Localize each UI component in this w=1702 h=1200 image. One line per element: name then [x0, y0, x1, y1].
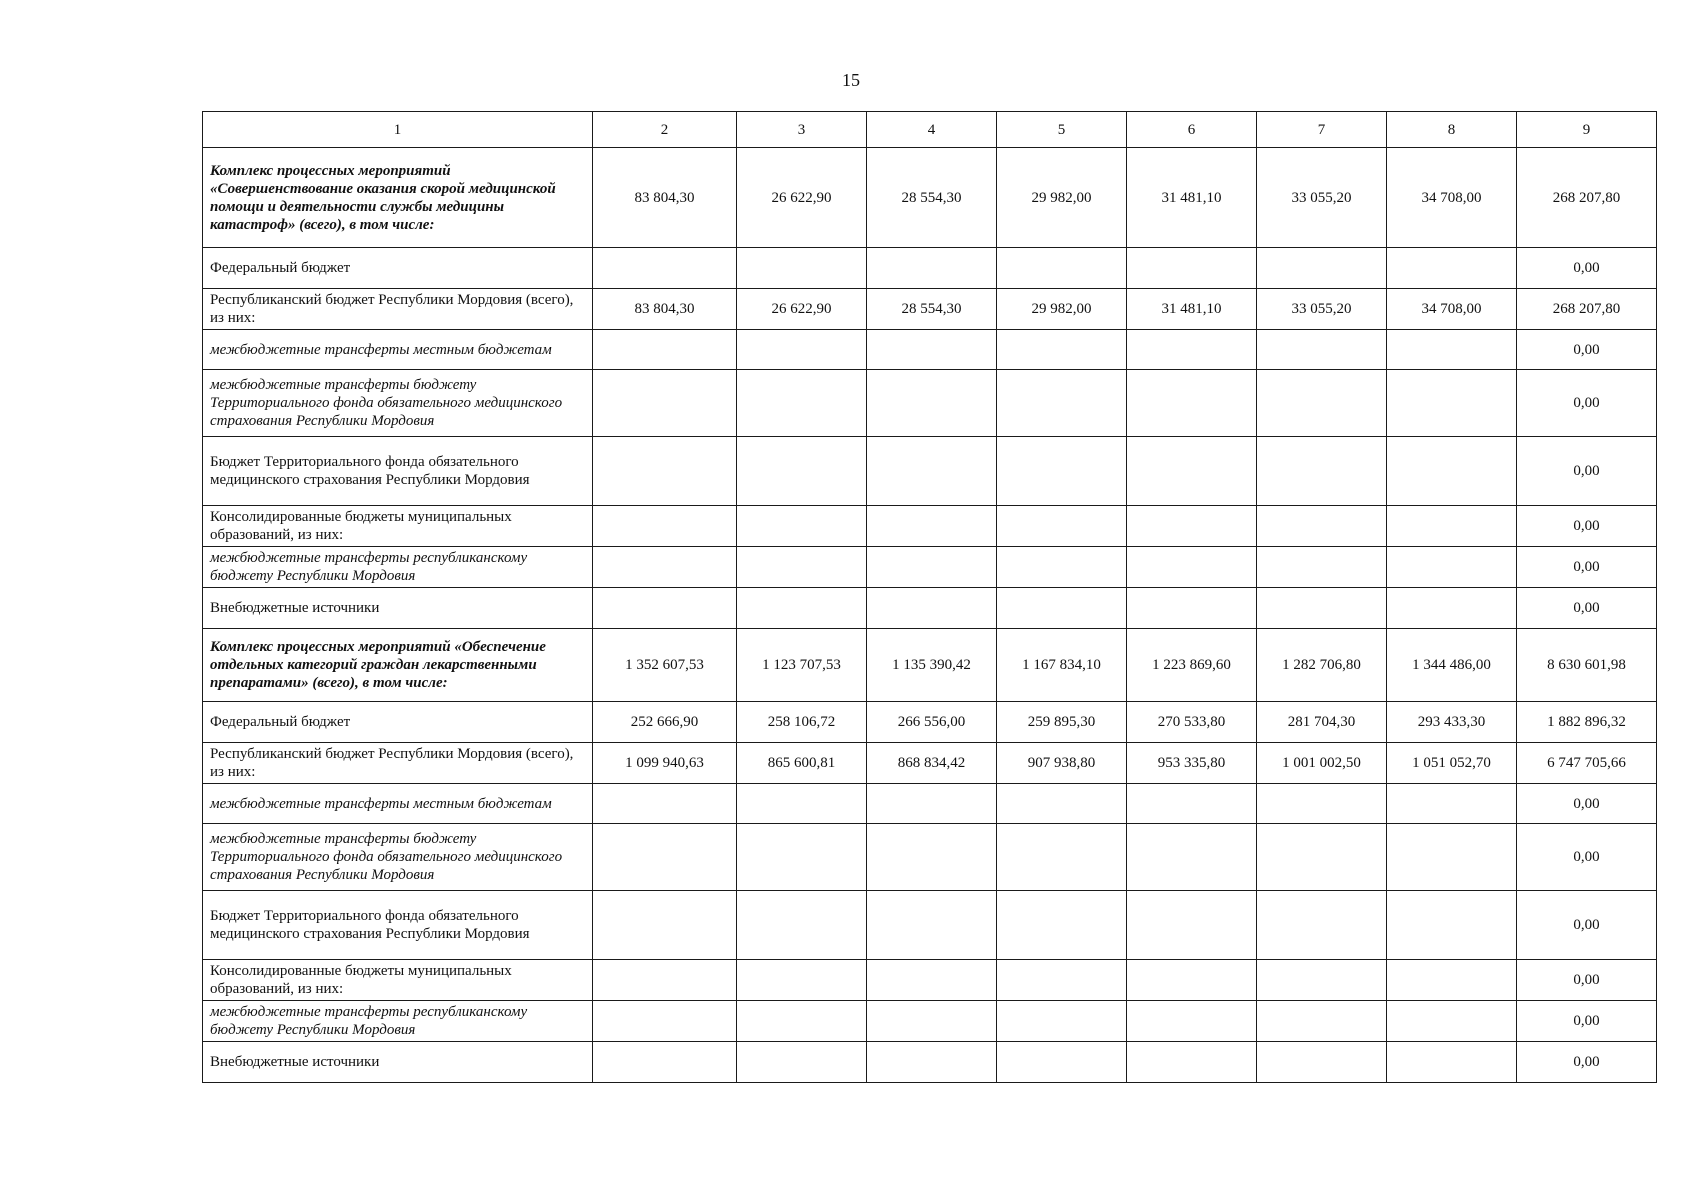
value-cell: [867, 1001, 997, 1042]
value-cell: [737, 824, 867, 891]
value-cell: [593, 370, 737, 437]
value-cell: [997, 1042, 1127, 1083]
value-cell: 1 344 486,00: [1387, 629, 1517, 702]
total-cell: 8 630 601,98: [1517, 629, 1657, 702]
table-row: [203, 148, 1657, 248]
value-cell: [1387, 248, 1517, 289]
table-row: [203, 330, 1657, 370]
header-cell: 2: [593, 112, 737, 148]
value-cell: [1387, 1001, 1517, 1042]
total-cell: 0,00: [1517, 370, 1657, 437]
value-cell: [1127, 588, 1257, 629]
row-label: межбюджетные трансферты местным бюджетам: [203, 330, 593, 370]
value-cell: [867, 588, 997, 629]
value-cell: [997, 248, 1127, 289]
value-cell: 31 481,10: [1127, 289, 1257, 330]
value-cell: [1257, 784, 1387, 824]
value-cell: [737, 588, 867, 629]
value-cell: [867, 248, 997, 289]
row-label: Консолидированные бюджеты муниципальных образований, из них:: [203, 960, 593, 1001]
value-cell: 281 704,30: [1257, 702, 1387, 743]
row-label: межбюджетные трансферты местным бюджетам: [203, 784, 593, 824]
value-cell: 33 055,20: [1257, 148, 1387, 248]
row-label: Внебюджетные источники: [203, 588, 593, 629]
value-cell: [737, 370, 867, 437]
value-cell: [593, 891, 737, 960]
value-cell: 270 533,80: [1127, 702, 1257, 743]
value-cell: [1257, 248, 1387, 289]
value-cell: 28 554,30: [867, 289, 997, 330]
value-cell: [593, 1001, 737, 1042]
value-cell: [1127, 960, 1257, 1001]
total-cell: 268 207,80: [1517, 148, 1657, 248]
total-cell: 0,00: [1517, 437, 1657, 506]
value-cell: [1387, 506, 1517, 547]
value-cell: [997, 891, 1127, 960]
value-cell: [1257, 437, 1387, 506]
total-cell: 0,00: [1517, 891, 1657, 960]
value-cell: 865 600,81: [737, 743, 867, 784]
table-row: [203, 506, 1657, 547]
value-cell: [867, 1042, 997, 1083]
value-cell: [1387, 891, 1517, 960]
table-row: [203, 248, 1657, 289]
value-cell: [997, 784, 1127, 824]
table-row: [203, 891, 1657, 960]
value-cell: [1387, 437, 1517, 506]
value-cell: [1257, 960, 1387, 1001]
value-cell: [1387, 960, 1517, 1001]
value-cell: [1387, 370, 1517, 437]
total-cell: 0,00: [1517, 506, 1657, 547]
value-cell: [737, 1042, 867, 1083]
value-cell: [1127, 1042, 1257, 1083]
value-cell: [867, 960, 997, 1001]
value-cell: [997, 547, 1127, 588]
value-cell: [593, 248, 737, 289]
value-cell: [1257, 1042, 1387, 1083]
row-label: межбюджетные трансферты бюджету Территориального фонда обязательного медицинского страхования Республики Мордовия: [203, 824, 593, 891]
value-cell: 29 982,00: [997, 148, 1127, 248]
row-label: Комплекс процессных мероприятий «Совершенствование оказания скорой медицинской помощи и деятельности службы медицины катастроф» (всего), в том числе:: [203, 148, 593, 248]
total-cell: 6 747 705,66: [1517, 743, 1657, 784]
value-cell: 83 804,30: [593, 289, 737, 330]
value-cell: 1 223 869,60: [1127, 629, 1257, 702]
value-cell: [997, 370, 1127, 437]
row-label: Комплекс процессных мероприятий «Обеспечение отдельных категорий граждан лекарственными препаратами» (всего), в том числе:: [203, 629, 593, 702]
total-cell: 1 882 896,32: [1517, 702, 1657, 743]
total-cell: 0,00: [1517, 824, 1657, 891]
table-row: [203, 784, 1657, 824]
value-cell: [593, 960, 737, 1001]
value-cell: [1257, 330, 1387, 370]
value-cell: [1387, 1042, 1517, 1083]
value-cell: [737, 547, 867, 588]
value-cell: [1387, 547, 1517, 588]
value-cell: 1 051 052,70: [1387, 743, 1517, 784]
value-cell: [1127, 370, 1257, 437]
value-cell: 252 666,90: [593, 702, 737, 743]
value-cell: 1 282 706,80: [1257, 629, 1387, 702]
table-row: [203, 588, 1657, 629]
value-cell: [1257, 824, 1387, 891]
value-cell: [867, 330, 997, 370]
total-cell: 0,00: [1517, 248, 1657, 289]
table-row: [203, 702, 1657, 743]
value-cell: 1 167 834,10: [997, 629, 1127, 702]
table-row: [203, 370, 1657, 437]
value-cell: [737, 330, 867, 370]
value-cell: 33 055,20: [1257, 289, 1387, 330]
value-cell: 34 708,00: [1387, 148, 1517, 248]
value-cell: [867, 784, 997, 824]
budget-table: [202, 111, 1657, 1083]
value-cell: [1387, 330, 1517, 370]
value-cell: [1257, 370, 1387, 437]
total-cell: 0,00: [1517, 330, 1657, 370]
header-cell: 9: [1517, 112, 1657, 148]
value-cell: 258 106,72: [737, 702, 867, 743]
value-cell: [1387, 588, 1517, 629]
value-cell: [1127, 784, 1257, 824]
value-cell: [593, 784, 737, 824]
value-cell: [997, 960, 1127, 1001]
header-cell: 5: [997, 112, 1127, 148]
row-label: межбюджетные трансферты республиканскому бюджету Республики Мордовия: [203, 1001, 593, 1042]
header-cell: 7: [1257, 112, 1387, 148]
value-cell: [997, 330, 1127, 370]
value-cell: [997, 506, 1127, 547]
value-cell: [593, 506, 737, 547]
value-cell: 28 554,30: [867, 148, 997, 248]
value-cell: [1257, 1001, 1387, 1042]
value-cell: [997, 588, 1127, 629]
value-cell: [997, 1001, 1127, 1042]
value-cell: 293 433,30: [1387, 702, 1517, 743]
value-cell: [867, 506, 997, 547]
row-label: Внебюджетные источники: [203, 1042, 593, 1083]
value-cell: [737, 960, 867, 1001]
header-cell: 4: [867, 112, 997, 148]
header-cell: 8: [1387, 112, 1517, 148]
value-cell: [593, 1042, 737, 1083]
value-cell: 953 335,80: [1127, 743, 1257, 784]
row-label: Федеральный бюджет: [203, 702, 593, 743]
table-row: [203, 289, 1657, 330]
value-cell: [1257, 547, 1387, 588]
row-label: Республиканский бюджет Республики Мордовия (всего), из них:: [203, 289, 593, 330]
page-number: 15: [842, 70, 860, 90]
value-cell: 907 938,80: [997, 743, 1127, 784]
value-cell: [1127, 248, 1257, 289]
value-cell: [737, 506, 867, 547]
header-cell: 1: [203, 112, 593, 148]
total-cell: 0,00: [1517, 1042, 1657, 1083]
row-label: Федеральный бюджет: [203, 248, 593, 289]
value-cell: [1127, 506, 1257, 547]
total-cell: 268 207,80: [1517, 289, 1657, 330]
row-label: Бюджет Территориального фонда обязательного медицинского страхования Республики Мордовия: [203, 891, 593, 960]
table-row: [203, 629, 1657, 702]
value-cell: 29 982,00: [997, 289, 1127, 330]
value-cell: [997, 824, 1127, 891]
value-cell: 1 135 390,42: [867, 629, 997, 702]
value-cell: [867, 891, 997, 960]
value-cell: [737, 248, 867, 289]
value-cell: [737, 1001, 867, 1042]
value-cell: [867, 437, 997, 506]
table-row: [203, 547, 1657, 588]
value-cell: [593, 547, 737, 588]
row-label: межбюджетные трансферты бюджету Территориального фонда обязательного медицинского страхования Республики Мордовия: [203, 370, 593, 437]
value-cell: 31 481,10: [1127, 148, 1257, 248]
value-cell: [1387, 824, 1517, 891]
value-cell: 26 622,90: [737, 289, 867, 330]
value-cell: [593, 330, 737, 370]
value-cell: 266 556,00: [867, 702, 997, 743]
value-cell: 259 895,30: [997, 702, 1127, 743]
table-row: [203, 743, 1657, 784]
value-cell: [1127, 1001, 1257, 1042]
total-cell: 0,00: [1517, 547, 1657, 588]
value-cell: 868 834,42: [867, 743, 997, 784]
table-row: [203, 1042, 1657, 1083]
value-cell: [867, 370, 997, 437]
row-label: межбюджетные трансферты республиканскому бюджету Республики Мордовия: [203, 547, 593, 588]
value-cell: [1127, 437, 1257, 506]
table-row: [203, 960, 1657, 1001]
row-label: Консолидированные бюджеты муниципальных образований, из них:: [203, 506, 593, 547]
value-cell: [1127, 330, 1257, 370]
table-row: [203, 437, 1657, 506]
value-cell: [1387, 784, 1517, 824]
value-cell: [867, 547, 997, 588]
value-cell: [1257, 506, 1387, 547]
value-cell: 1 123 707,53: [737, 629, 867, 702]
value-cell: 34 708,00: [1387, 289, 1517, 330]
value-cell: [1127, 824, 1257, 891]
value-cell: 1 001 002,50: [1257, 743, 1387, 784]
value-cell: [997, 437, 1127, 506]
value-cell: [1127, 891, 1257, 960]
table-row: [203, 824, 1657, 891]
value-cell: [867, 824, 997, 891]
value-cell: [593, 824, 737, 891]
row-label: Республиканский бюджет Республики Мордовия (всего), из них:: [203, 743, 593, 784]
row-label: Бюджет Территориального фонда обязательного медицинского страхования Республики Мордовия: [203, 437, 593, 506]
value-cell: [1257, 588, 1387, 629]
total-cell: 0,00: [1517, 960, 1657, 1001]
value-cell: [1257, 891, 1387, 960]
value-cell: 1 352 607,53: [593, 629, 737, 702]
value-cell: [593, 588, 737, 629]
value-cell: [1127, 547, 1257, 588]
value-cell: 26 622,90: [737, 148, 867, 248]
total-cell: 0,00: [1517, 784, 1657, 824]
value-cell: [737, 437, 867, 506]
value-cell: 83 804,30: [593, 148, 737, 248]
total-cell: 0,00: [1517, 588, 1657, 629]
value-cell: 1 099 940,63: [593, 743, 737, 784]
value-cell: [737, 891, 867, 960]
header-cell: 6: [1127, 112, 1257, 148]
header-cell: 3: [737, 112, 867, 148]
table-row: [203, 1001, 1657, 1042]
value-cell: [737, 784, 867, 824]
value-cell: [593, 437, 737, 506]
total-cell: 0,00: [1517, 1001, 1657, 1042]
table-header-row: [203, 112, 1657, 148]
